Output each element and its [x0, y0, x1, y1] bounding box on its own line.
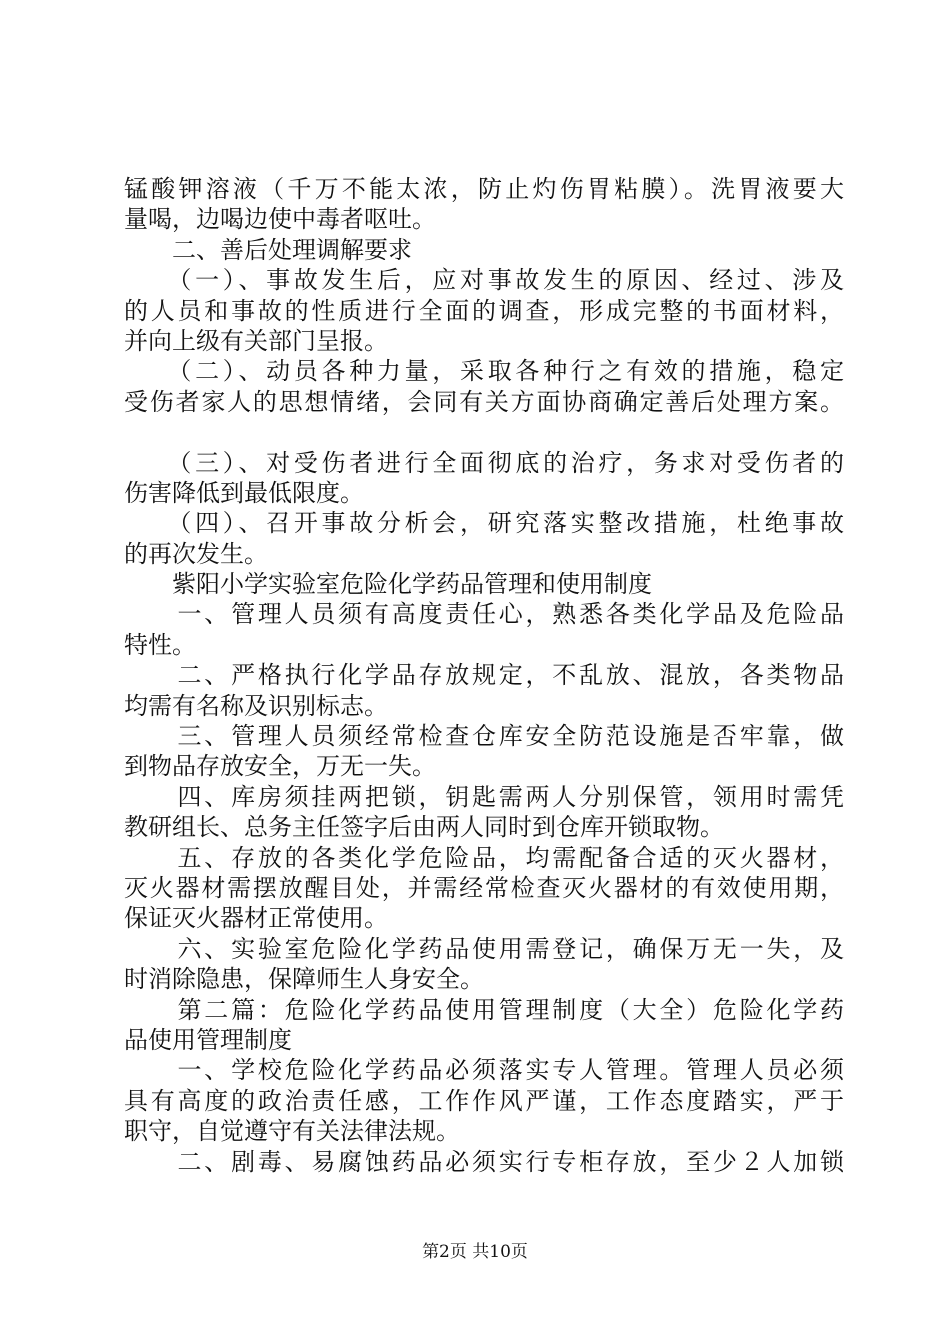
text-line: 保证灭火器材正常使用。 [124, 904, 388, 933]
text-line: 受伤者家人的思想情绪，会同有关方面协商确定善后处理方案。 [124, 387, 844, 416]
text-line: 四、库房须挂两把锁，钥匙需两人分别保管，领用时需凭 [124, 782, 844, 811]
text-line: 锰酸钾溶液（千万不能太浓，防止灼伤胃粘膜）。洗胃液要大 [124, 175, 844, 203]
text-line: （四）、召开事故分析会，研究落实整改措施，杜绝事故 [124, 509, 844, 538]
text-line: 伤害降低到最低限度。 [124, 478, 364, 507]
text-line: （一）、事故发生后，应对事故发生的原因、经过、涉及 [124, 266, 844, 295]
text-line: 职守，自觉遵守有关法律法规。 [124, 1117, 460, 1146]
text-line: 到物品存放安全，万无一失。 [124, 752, 436, 781]
text-line: 二、剧毒、易腐蚀药品必须实行专柜存放，至少２人加锁 [124, 1147, 844, 1176]
text-line: 三、管理人员须经常检查仓库安全防范设施是否牢靠，做 [124, 722, 844, 751]
text-line: 一、学校危险化学药品必须落实专人管理。管理人员必须 [124, 1056, 844, 1085]
text-line: （三）、对受伤者进行全面彻底的治疗，务求对受伤者的 [124, 448, 844, 477]
text-line: 二、善后处理调解要求 [124, 235, 412, 264]
text-line: 量喝，边喝边使中毒者呕吐。 [124, 205, 436, 234]
text-line: 教研组长、总务主任签字后由两人同时到仓库开锁取物。 [124, 813, 724, 842]
page-footer: 第2页 共10页 [422, 1242, 528, 1262]
text-line: 五、存放的各类化学危险品，均需配备合适的灭火器材， [124, 843, 844, 872]
text-line: 灭火器材需摆放醒目处，并需经常检查灭火器材的有效使用期， [124, 873, 844, 902]
text-line: 的人员和事故的性质进行全面的调查，形成完整的书面材料， [124, 296, 844, 325]
text-line: 二、严格执行化学品存放规定，不乱放、混放，各类物品 [124, 661, 844, 690]
text-line: 特性。 [124, 630, 196, 659]
text-line: 的再次发生。 [124, 539, 268, 568]
text-line: 一、管理人员须有高度责任心，熟悉各类化学品及危险品 [124, 600, 844, 629]
text-line: 六、实验室危险化学药品使用需登记，确保万无一失，及 [124, 934, 844, 963]
blank-line [124, 417, 844, 447]
text-line: （二）、动员各种力量，采取各种行之有效的措施，稳定 [124, 357, 844, 386]
text-line: 品使用管理制度 [124, 1025, 292, 1054]
text-line: 并向上级有关部门呈报。 [124, 326, 388, 355]
text-line: 均需有名称及识别标志。 [124, 691, 388, 720]
text-line: 紫阳小学实验室危险化学药品管理和使用制度 [124, 570, 652, 599]
document-body [124, 174, 844, 1177]
text-line: 第二篇：危险化学药品使用管理制度（大全）危险化学药 [124, 995, 844, 1024]
text-line: 具有高度的政治责任感，工作作风严谨，工作态度踏实，严于 [124, 1086, 844, 1115]
text-line: 时消除隐患，保障师生人身安全。 [124, 965, 484, 994]
